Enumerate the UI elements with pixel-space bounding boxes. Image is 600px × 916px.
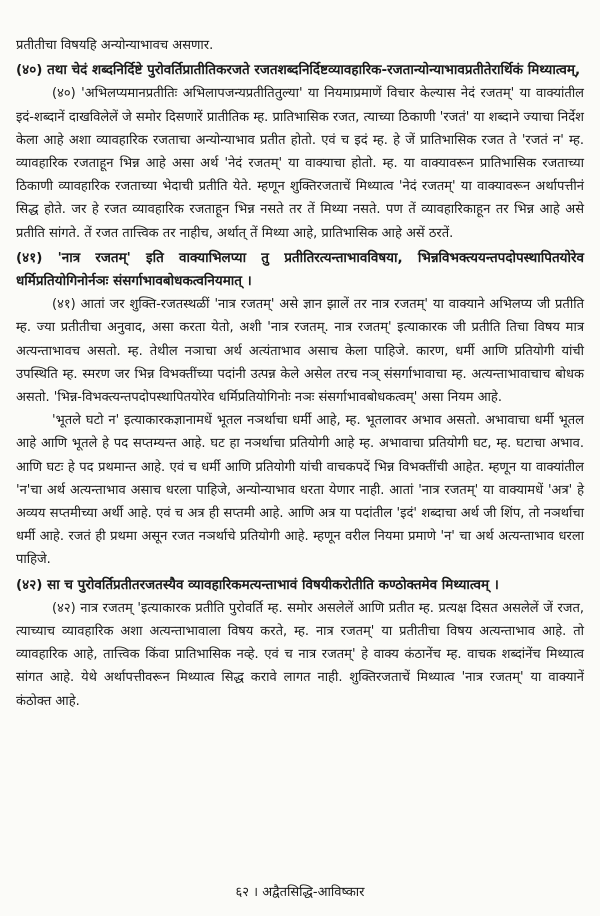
page-footer: ६२ । अद्वैतसिद्धि-आविष्कार <box>235 885 365 900</box>
paragraph-intro: प्रतीतीचा विषयहि अन्योन्याभावच असणार. <box>16 38 214 53</box>
sutra-41: (४१) 'नात्र रजतम्' इति वाक्याभिलप्या तु प्रतीतिरत्यन्ताभावविषया, भिन्नविभक्त्ययन्तपदोपस्थापितयोरेव धर्मिप्रतियोगिनोर्नञः संसर्गाभावबोधकत्वनियमात् । <box>16 249 584 290</box>
sutra-42: (४२) सा च पुरोवर्तिप्रतीतरजतस्यैव व्यावहारिकमत्यन्ताभावं विषयीकरोतीति कण्ठोक्तमेव मिथ्यात्वम् । <box>16 576 499 593</box>
commentary-41: (४१) आतां जर शुक्ति-रजतस्थळीं 'नात्र रजतम्' असे ज्ञान झालें तर नात्र रजतम्' या वाक्याने अभिलप्य जी प्रतीति म्ह. ज्या प्रतीतीचा अनुवाद, असा करता येतो, अशी 'नात्र रजतम्. नात्र रजतम्' इत्याकारक जी प्रतीति तिचा विषय मात्र अत्यन्ताभावच असतो. म्ह. तेथील नञाचा अर्थ अत्यंताभाव असाच केला पाहिजे. कारण, धर्मी आणि प्रतियोगी यांची उपस्थिति म्ह. स्मरण जर भिन्न विभक्तींच्या पदांनी उत्पन्न केले असेल तरच नञ् संसर्गाभावाचा म्ह. अत्यन्ताभावाचाच बोधक असतो. 'भिन्न-विभक्त्यन्तपदोपस्थापितयोरेव धर्मिप्रतियोगिनोः नञः संसर्गाभावबोधकत्वम्' असा नियम आहे. <box>16 297 584 406</box>
commentary-42: (४२) नात्र रजतम् 'इत्याकारक प्रतीति पुरोवर्ति म्ह. समोर असलेलें आणि प्रतीत म्ह. प्रत्यक्ष दिसत असलेलें जें रजत, त्याच्याच व्यावहारिक अशा अत्यन्ताभावाला विषय करते, म्ह. नात्र रजतम्' या प्रतीतीचा विषय अत्यन्ताभाव आहे. तो व्यावहारिक आहे, तात्त्विक किंवा प्रातिभासिक नव्हे. एवं च नात्र रजतम्' हे वाक्य कंठानेंच म्ह. वाचक शब्दांनेंच मिथ्यात्व सांगत आहे. येथे अर्थापत्तीवरून मिथ्यात्व सिद्ध करावे लागत नाही. शुक्तिरजताचें मिथ्यात्व 'नात्र रजतम्' या वाक्यानें कंठोक्त आहे. <box>16 600 584 709</box>
commentary-41-example: 'भूतले घटो न' इत्याकारकज्ञानामधें भूतल नञर्थाचा धर्मी आहे, म्ह. भूतलावर अभाव असतो. अभावाचा धर्मी भूतल आहे आणि भूतले हे पद सप्तम्यन्त आहे. घट हा नञर्थाचा प्रतियोगी आहे म्ह. अभावाचा प्रतियोगी घट, म्ह. घटाचा अभाव. आणि घटः हे पद प्रथमान्त आहे. एवं च धर्मी आणि प्रतियोगी यांची वाचकपदें भिन्न विभक्तींची आहेत. म्हणून या वाक्यांतील 'न'चा अर्थ अत्यन्ताभाव असाच धरला पाहिजे, अन्योन्याभाव धरता येणार नाही. आतां 'नात्र रजतम्' या वाक्यामधें 'अत्र' हे अव्यय सप्तमीच्या अर्थी आहे. एवं च अत्र ही सप्तमी आहे. आणि अत्र या पदांतील 'इदं' शब्दाचा अर्थ जी शिंप, तो नञर्थाचा धर्मी आहे. रजतं ही प्रथमा असून रजत नञर्थाचे प्रतियोगी आहे. म्हणून वरील नियमा प्रमाणे 'न' चा अर्थ अत्यन्ताभाव धरला पाहिजे. <box>16 413 584 568</box>
sutra-40: (४०) तथा चेदं शब्दनिर्दिष्टे पुरोवर्तिप्रातीतिकरजते रजतशब्दनिर्दिष्टव्यावहारिक-रजतान्योन्याभावप्रतीतेरार्थिकं मिथ्यात्वम्, <box>16 62 581 79</box>
commentary-40: (४०) 'अभिलप्यमानप्रतीतिः अभिलापजन्यप्रतीतितुल्या' या नियमाप्रमाणें विचार केल्यास नेदं रजतम्' या वाक्यांतील इदं-शब्दानें दाखविलेलें जे समोर दिसणारें प्रातीतिक म्ह. प्रातिभासिक रजत, त्याच्या ठिकाणी 'रजतं' या शब्दाने ज्याचा निर्देश केला आहे अशा व्यावहारिक रजताचा अन्योन्याभाव प्रतीत होतो. एवं च इदं म्ह. हे जें प्रातिभासिक रजत ते 'रजतं न' म्ह. व्यावहारिक रजताहून भिन्न आहे असा अर्थ 'नेदं रजतम्' या वाक्याचा होतो. म्ह. या वाक्यावरून प्रातिभासिक रजताच्या ठिकाणी व्यावहारिक रजताच्या भेदाची प्रतीति येते. म्हणून शुक्तिरजताचें मिथ्यात्व 'नेदं रजतम्' या वाक्यावरून अर्थापत्तीनं सिद्ध होते. जर हे रजत व्यावहारिक रजताहून भिन्न नसते तर तें मिथ्या नसते. पण तें व्यावहारिकाहून तर भिन्न आहे असे प्रतीति सांगते. तें रजत तात्त्विक तर नाहीच, अर्थात् तें मिथ्या आहे, प्रातिभासिक आहे असें ठरतें. <box>16 86 584 241</box>
